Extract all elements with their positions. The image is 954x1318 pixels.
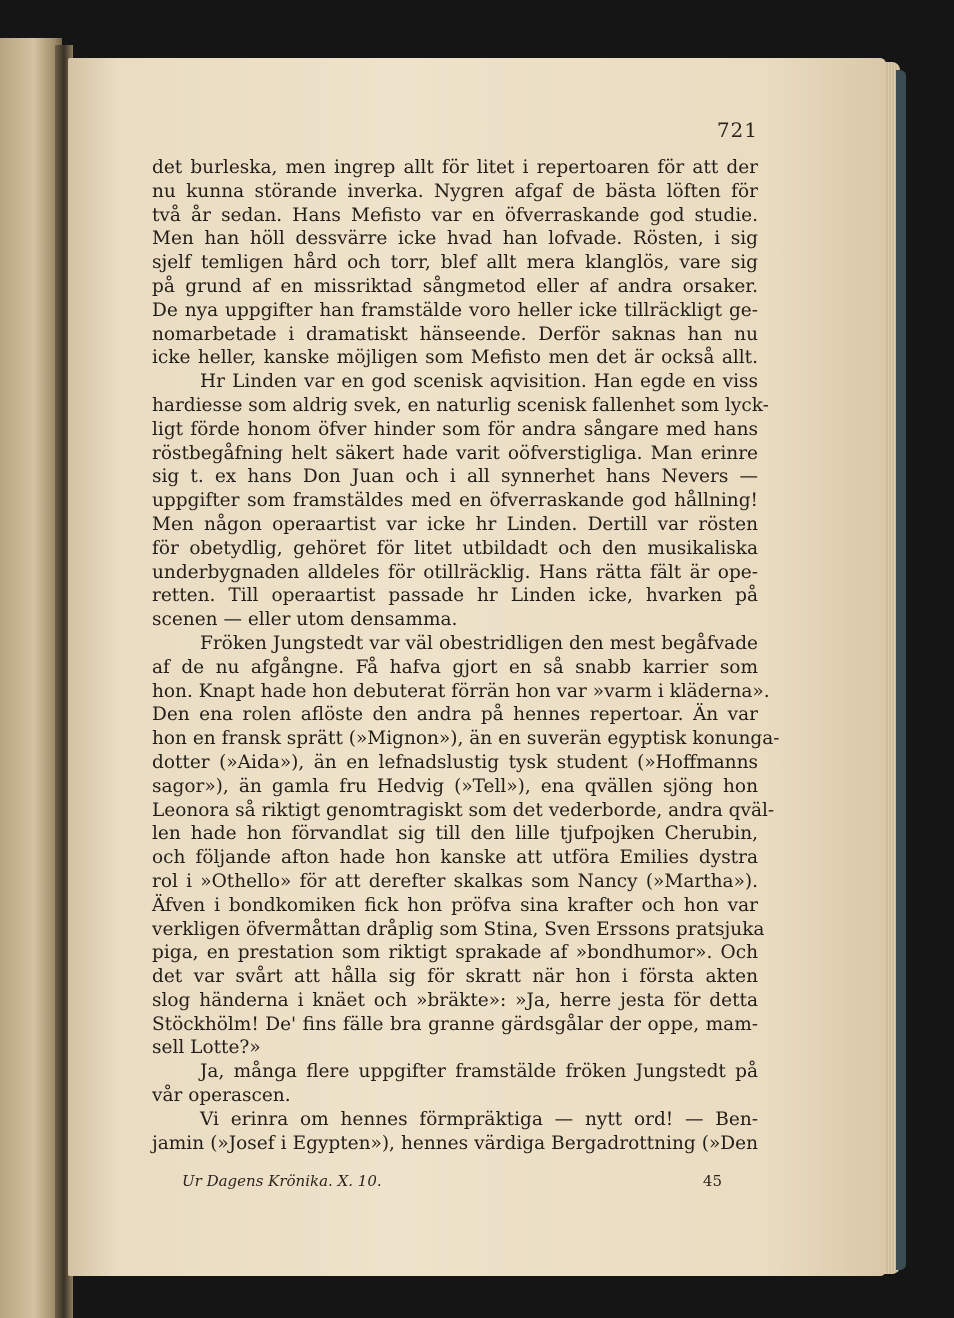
text-line: det burleska, men ingrep allt för litet i repertoaren för att der [152,157,758,178]
left-page-edge [0,38,62,1318]
footer-publication: Ur Dagens Krönika. X. 10. [182,1172,382,1190]
text-line: Hr Linden var en god scenisk aqvisition. Han egde en viss [200,371,758,393]
footer-signature: 45 [702,1172,722,1190]
text-line: verkligen öfvermåttan dråplig som Stina, Sven Erssons pratsjuka [152,918,765,940]
text-line: underbygnaden alldeles för otillräcklig. Hans rätta fält är ope- [152,561,758,583]
text-line: Men han höll dessvärre icke hvad han lofvade. Rösten, i sig [152,228,758,250]
text-line: hon. Knapt hade hon debuterat förrän hon var »varm i kläderna». [152,680,770,702]
text-line: Stöckhölm! De' fins fälle bra granne gärdsgålar der oppe, mam- [152,1013,758,1035]
text-line: af de nu afgångne. Få hafva gjort en så snabb karrier som [152,656,758,678]
text-line: och följande afton hade hon kanske att utföra Emilies dystra [152,847,758,869]
text-line: Fröken Jungstedt var väl obestridligen den mest begåfvade [200,632,758,654]
text-line: nu kunna störande inverka. Nygren afgaf de bästa löften för [152,180,758,202]
text-line: De nya uppgifter han framstälde voro heller icke tillräckligt ge- [152,299,758,321]
book-cover-edge [896,70,906,1270]
text-line: två år sedan. Hans Mefisto var en öfverraskande god studie. [152,204,758,226]
text-line: sell Lotte?» [152,1037,261,1059]
text-line: ligt förde honom öfver hinder som för andra sångare med hans [152,418,758,440]
text-line: Men någon operaartist var icke hr Linden. Dertill var rösten [152,513,758,535]
text-line: Vi erinra om hennes förmpräktiga — nytt ord! — Ben- [200,1108,758,1130]
body-text [152,156,780,1155]
text-line: icke heller, kanske möjligen som Mefisto men det är också allt. [152,347,758,369]
text-line: Ja, många flere uppgifter framstälde fröken Jungstedt på [200,1061,758,1083]
text-line: scenen — eller utom densamma. [152,609,458,631]
text-line: hon en fransk sprätt (»Mignon»), än en suverän egyptisk konunga- [152,728,780,750]
text-line: röstbegåfning helt säkert hade varit oöfverstigliga. Man erinre [152,442,758,464]
text-line: det var svårt att hålla sig för skratt när hon i första akten [152,966,758,988]
text-line: slog händerna i knäet och »bräkte»: »Ja, herre jesta för detta [152,989,758,1011]
page-number: 721 [716,118,758,142]
text-line: nomarbetade i dramatiskt hänseende. Derför saknas han nu [152,323,758,345]
text-line: Äfven i bondkomiken fick hon pröfva sina krafter och hon var [152,894,758,916]
text-line: retten. Till operaartist passade hr Linden icke, hvarken på [152,585,758,607]
text-line: uppgifter som framstäldes med en öfverraskande god hållning! [152,490,758,512]
text-line: hardiesse som aldrig svek, en naturlig scenisk fallenhet som lyck- [152,394,769,416]
text-line: på grund af en missriktad sångmetod eller af andra orsaker. [152,275,758,297]
text-line: rol i »Othello» för att derefter skalkas som Nancy (»Martha»). [152,870,758,892]
text-line: vår operascen. [152,1085,291,1107]
text-line: sig t. ex hans Don Juan och i all synnerhet hans Nevers — [152,466,758,488]
text-line: dotter (»Aida»), än en lefnadslustig tysk student (»Hoffmanns [152,751,758,773]
text-line: Leonora så riktigt genomtragiskt som det vederborde, andra qväl- [152,799,775,821]
text-line: piga, en prestation som riktigt sprakade af »bondhumor». Och [152,942,758,964]
text-line: för obetydlig, gehöret för litet utbildadt och den musikaliska [152,537,758,559]
text-line: Den ena rolen aflöste den andra på hennes repertoar. Än var [152,704,758,726]
text-line: len hade hon förvandlat sig till den lille tjufpojken Cherubin, [152,823,758,845]
text-line: sagor»), än gamla fru Hedvig (»Tell»), ena qvällen sjöng hon [152,775,758,797]
text-line: sjelf temligen hård och torr, blef allt mera klanglös, vare sig [152,252,758,274]
text-line: jamin (»Josef i Egypten»), hennes värdiga Bergadrottning (»Den [152,1132,758,1154]
